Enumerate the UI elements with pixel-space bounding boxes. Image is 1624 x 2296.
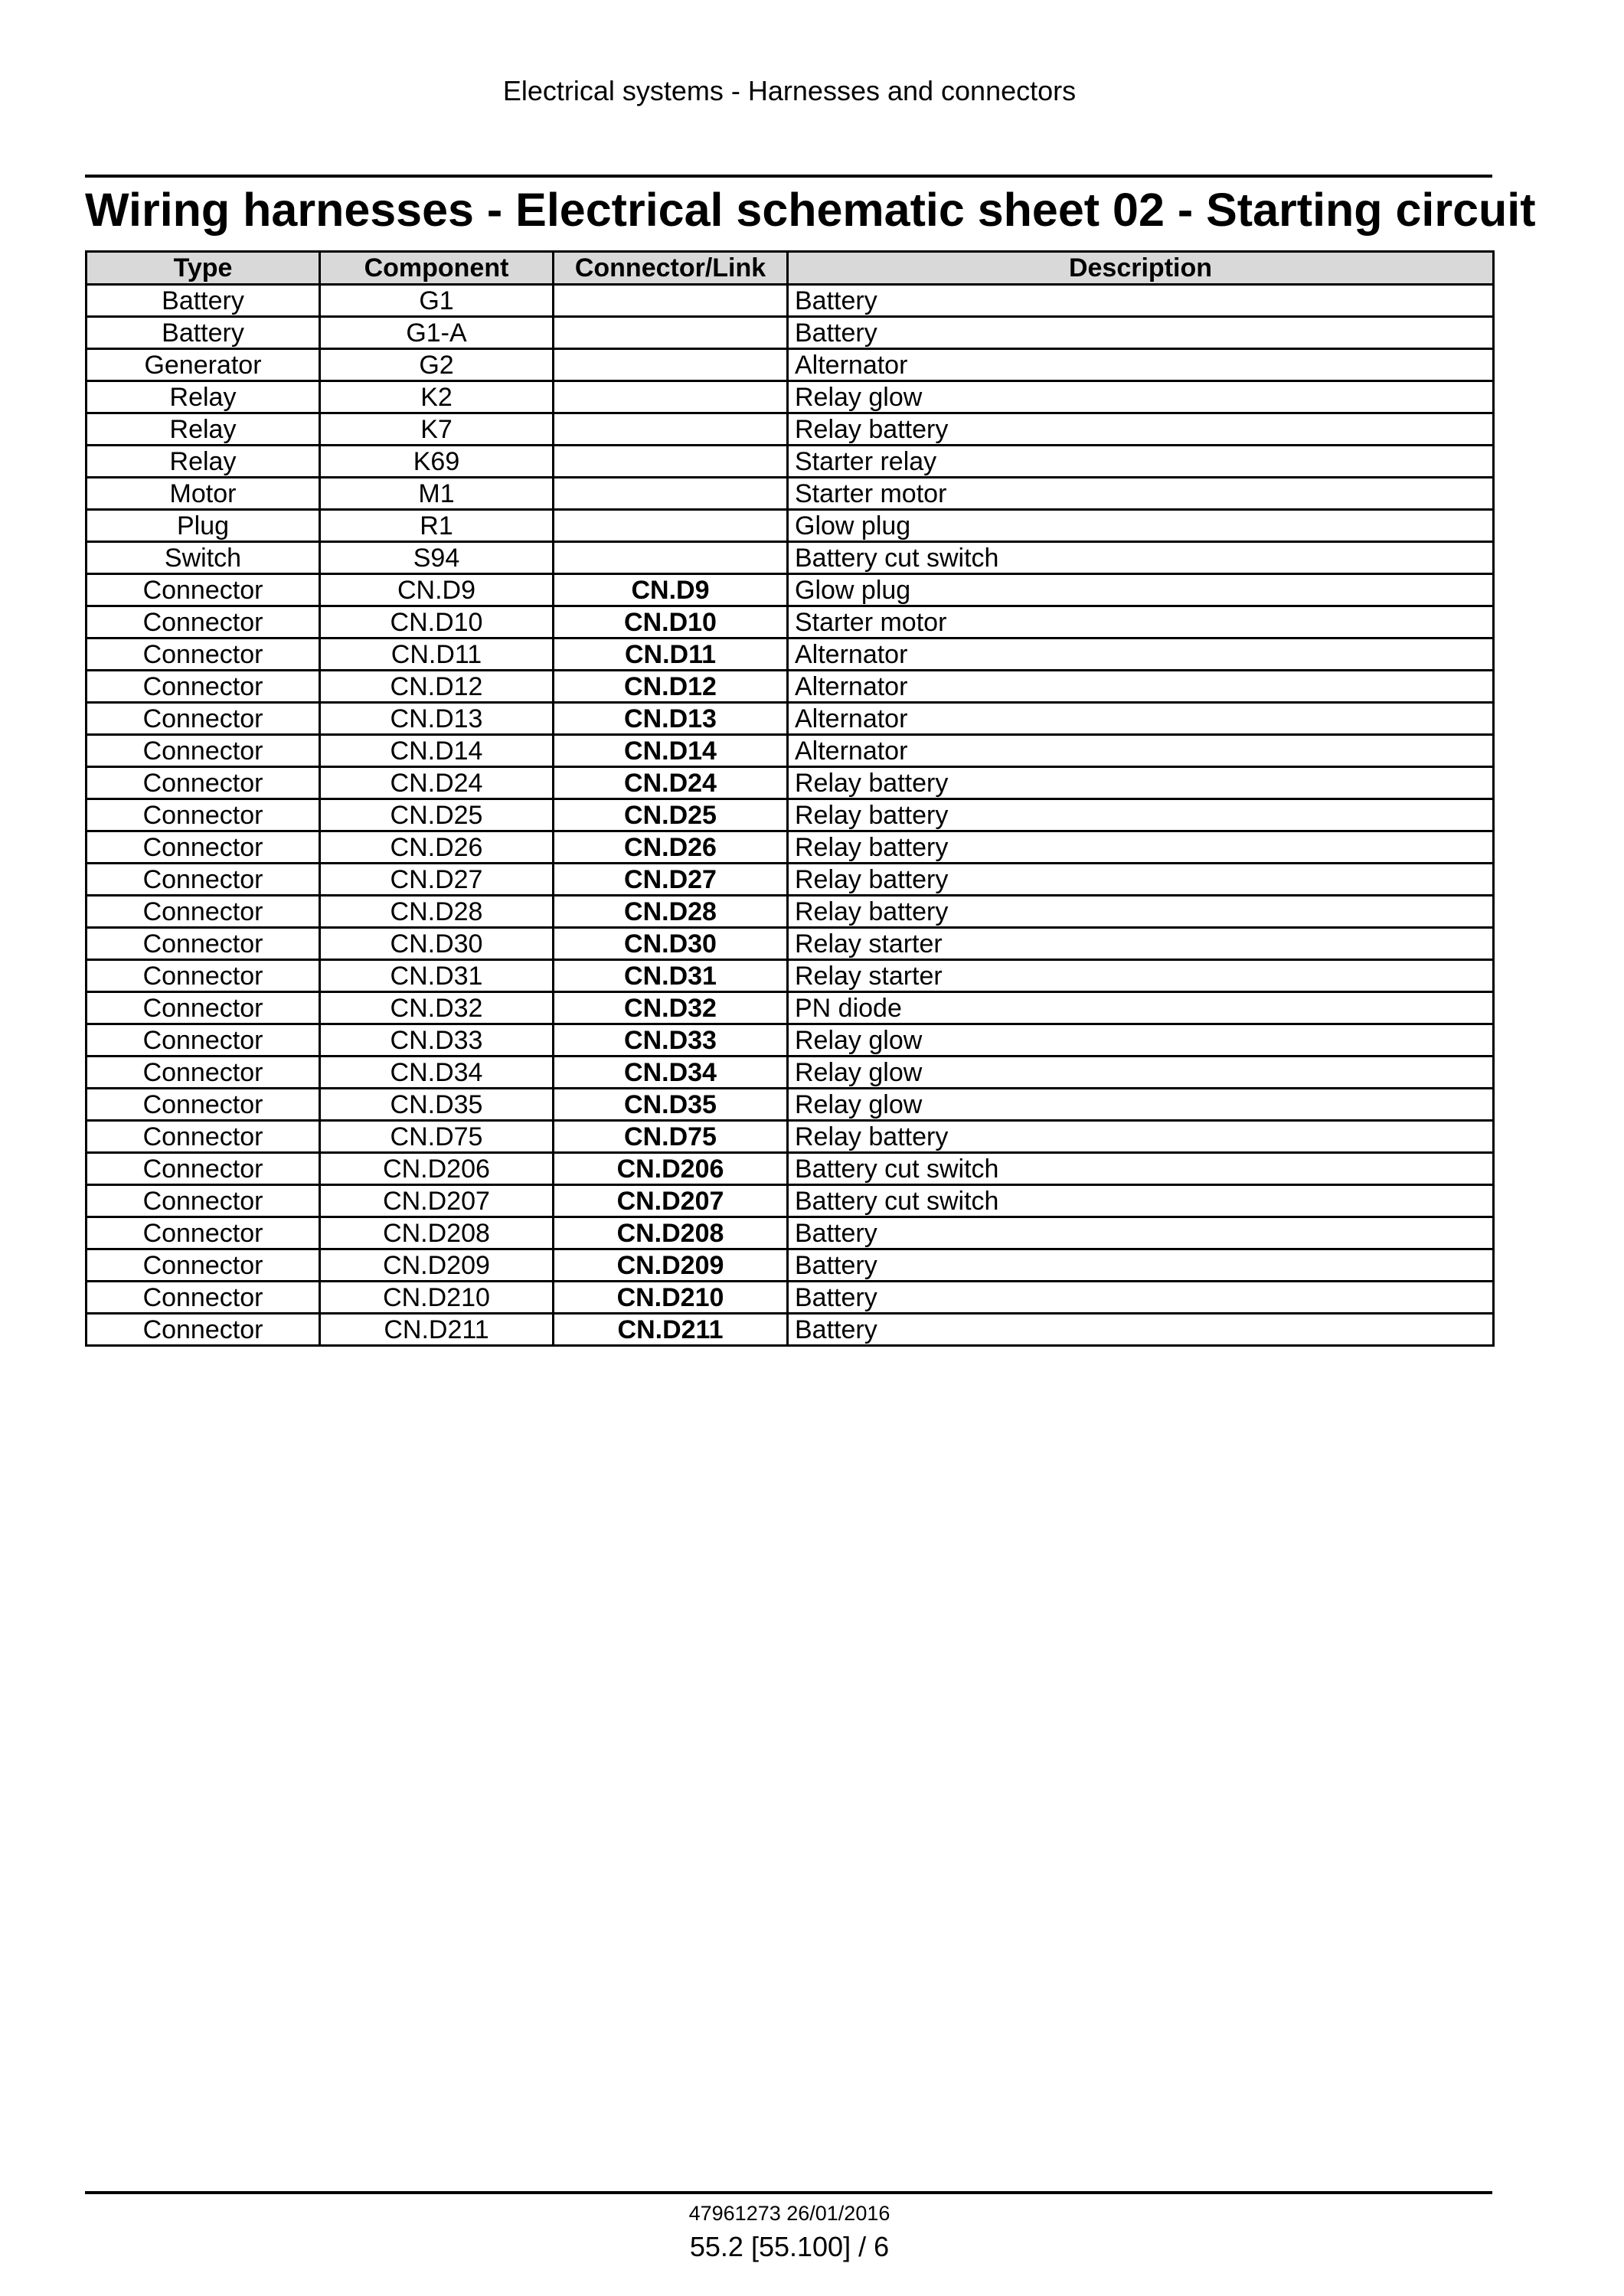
cell-description: Relay battery bbox=[788, 1121, 1494, 1153]
cell-description: Battery bbox=[788, 1282, 1494, 1314]
cell-type: Battery bbox=[87, 285, 320, 317]
cell-connector-link bbox=[554, 542, 788, 574]
cell-connector-link: CN.D206 bbox=[554, 1153, 788, 1185]
cell-type: Battery bbox=[87, 317, 320, 349]
cell-description: Battery cut switch bbox=[788, 1185, 1494, 1217]
table-row bbox=[87, 381, 1494, 413]
cell-type: Connector bbox=[87, 1249, 320, 1282]
cell-component: S94 bbox=[320, 542, 554, 574]
cell-type: Connector bbox=[87, 864, 320, 896]
cell-description: Battery bbox=[788, 285, 1494, 317]
cell-connector-link: CN.D25 bbox=[554, 799, 788, 831]
cell-connector-link bbox=[554, 413, 788, 446]
column-header-description: Description bbox=[788, 252, 1494, 285]
table-row bbox=[87, 1217, 1494, 1249]
footer-rule bbox=[85, 2191, 1492, 2194]
cell-type: Relay bbox=[87, 446, 320, 478]
cell-description: Relay starter bbox=[788, 928, 1494, 960]
cell-type: Relay bbox=[87, 413, 320, 446]
cell-connector-link bbox=[554, 349, 788, 381]
cell-connector-link: CN.D27 bbox=[554, 864, 788, 896]
cell-description: Battery bbox=[788, 1217, 1494, 1249]
table-row bbox=[87, 1314, 1494, 1346]
cell-type: Connector bbox=[87, 767, 320, 799]
cell-description: Alternator bbox=[788, 639, 1494, 671]
cell-connector-link: CN.D30 bbox=[554, 928, 788, 960]
cell-type: Connector bbox=[87, 671, 320, 703]
table-row bbox=[87, 446, 1494, 478]
table-row bbox=[87, 864, 1494, 896]
cell-component: CN.D14 bbox=[320, 735, 554, 767]
cell-description: Relay battery bbox=[788, 864, 1494, 896]
cell-type: Connector bbox=[87, 1282, 320, 1314]
cell-component: CN.D209 bbox=[320, 1249, 554, 1282]
cell-type: Connector bbox=[87, 1057, 320, 1089]
cell-component: CN.D25 bbox=[320, 799, 554, 831]
cell-description: Alternator bbox=[788, 735, 1494, 767]
page-number: 55.2 [55.100] / 6 bbox=[689, 2231, 890, 2262]
cell-description: Starter relay bbox=[788, 446, 1494, 478]
table-row bbox=[87, 510, 1494, 542]
cell-type: Connector bbox=[87, 1314, 320, 1346]
cell-component: G1 bbox=[320, 285, 554, 317]
table-row bbox=[87, 317, 1494, 349]
cell-type: Connector bbox=[87, 574, 320, 606]
cell-type: Connector bbox=[87, 992, 320, 1024]
cell-component: CN.D208 bbox=[320, 1217, 554, 1249]
cell-connector-link: CN.D75 bbox=[554, 1121, 788, 1153]
table-row bbox=[87, 1249, 1494, 1282]
table-row bbox=[87, 1153, 1494, 1185]
cell-description: Relay battery bbox=[788, 831, 1494, 864]
cell-connector-link: CN.D24 bbox=[554, 767, 788, 799]
cell-connector-link: CN.D35 bbox=[554, 1089, 788, 1121]
table-row bbox=[87, 799, 1494, 831]
cell-connector-link: CN.D14 bbox=[554, 735, 788, 767]
cell-component: CN.D206 bbox=[320, 1153, 554, 1185]
table-row bbox=[87, 413, 1494, 446]
cell-component: K7 bbox=[320, 413, 554, 446]
table-row bbox=[87, 1089, 1494, 1121]
cell-description: Glow plug bbox=[788, 574, 1494, 606]
cell-component: CN.D207 bbox=[320, 1185, 554, 1217]
cell-component: M1 bbox=[320, 478, 554, 510]
cell-connector-link: CN.D11 bbox=[554, 639, 788, 671]
cell-connector-link: CN.D32 bbox=[554, 992, 788, 1024]
table-header-row bbox=[87, 252, 1494, 285]
cell-connector-link bbox=[554, 478, 788, 510]
table-row bbox=[87, 478, 1494, 510]
column-header-component: Component bbox=[320, 252, 554, 285]
cell-connector-link: CN.D211 bbox=[554, 1314, 788, 1346]
table-row bbox=[87, 542, 1494, 574]
cell-component: CN.D32 bbox=[320, 992, 554, 1024]
cell-component: CN.D75 bbox=[320, 1121, 554, 1153]
cell-description: Relay battery bbox=[788, 799, 1494, 831]
cell-connector-link bbox=[554, 317, 788, 349]
table-row bbox=[87, 1024, 1494, 1057]
cell-component: CN.D26 bbox=[320, 831, 554, 864]
cell-component: K69 bbox=[320, 446, 554, 478]
cell-description: Alternator bbox=[788, 671, 1494, 703]
cell-description: Relay battery bbox=[788, 413, 1494, 446]
running-head: Electrical systems - Harnesses and connectors bbox=[502, 75, 1077, 106]
cell-connector-link: CN.D10 bbox=[554, 606, 788, 639]
table-row bbox=[87, 606, 1494, 639]
cell-description: Relay battery bbox=[788, 767, 1494, 799]
cell-connector-link: CN.D28 bbox=[554, 896, 788, 928]
table-row bbox=[87, 285, 1494, 317]
cell-component: G1-A bbox=[320, 317, 554, 349]
cell-description: Alternator bbox=[788, 349, 1494, 381]
cell-component: CN.D13 bbox=[320, 703, 554, 735]
cell-description: Relay glow bbox=[788, 1057, 1494, 1089]
cell-connector-link: CN.D210 bbox=[554, 1282, 788, 1314]
cell-component: CN.D10 bbox=[320, 606, 554, 639]
table-body bbox=[87, 285, 1494, 1346]
cell-component: CN.D11 bbox=[320, 639, 554, 671]
table-row bbox=[87, 1121, 1494, 1153]
cell-component: CN.D30 bbox=[320, 928, 554, 960]
cell-description: Starter motor bbox=[788, 606, 1494, 639]
table-row bbox=[87, 735, 1494, 767]
table-row bbox=[87, 574, 1494, 606]
cell-description: Battery bbox=[788, 1314, 1494, 1346]
cell-connector-link: CN.D209 bbox=[554, 1249, 788, 1282]
table-row bbox=[87, 349, 1494, 381]
cell-connector-link bbox=[554, 381, 788, 413]
cell-type: Plug bbox=[87, 510, 320, 542]
cell-connector-link: CN.D31 bbox=[554, 960, 788, 992]
page-title: Wiring harnesses - Electrical schematic sheet 02 - Starting circuit bbox=[85, 184, 1536, 236]
cell-component: K2 bbox=[320, 381, 554, 413]
cell-connector-link bbox=[554, 446, 788, 478]
cell-type: Generator bbox=[87, 349, 320, 381]
cell-type: Motor bbox=[87, 478, 320, 510]
cell-description: PN diode bbox=[788, 992, 1494, 1024]
cell-description: Alternator bbox=[788, 703, 1494, 735]
cell-component: CN.D31 bbox=[320, 960, 554, 992]
cell-connector-link bbox=[554, 510, 788, 542]
table-row bbox=[87, 1185, 1494, 1217]
cell-description: Relay glow bbox=[788, 1024, 1494, 1057]
cell-description: Battery cut switch bbox=[788, 542, 1494, 574]
cell-component: CN.D211 bbox=[320, 1314, 554, 1346]
cell-type: Connector bbox=[87, 1217, 320, 1249]
cell-component: R1 bbox=[320, 510, 554, 542]
cell-connector-link bbox=[554, 285, 788, 317]
cell-connector-link: CN.D34 bbox=[554, 1057, 788, 1089]
column-header-type: Type bbox=[87, 252, 320, 285]
table-row bbox=[87, 831, 1494, 864]
cell-type: Connector bbox=[87, 606, 320, 639]
cell-description: Relay battery bbox=[788, 896, 1494, 928]
cell-component: CN.D35 bbox=[320, 1089, 554, 1121]
cell-component: CN.D9 bbox=[320, 574, 554, 606]
cell-type: Connector bbox=[87, 960, 320, 992]
cell-type: Connector bbox=[87, 1121, 320, 1153]
cell-type: Connector bbox=[87, 639, 320, 671]
cell-connector-link: CN.D9 bbox=[554, 574, 788, 606]
cell-type: Connector bbox=[87, 896, 320, 928]
cell-description: Relay starter bbox=[788, 960, 1494, 992]
cell-component: CN.D24 bbox=[320, 767, 554, 799]
cell-description: Relay glow bbox=[788, 1089, 1494, 1121]
table-row bbox=[87, 1057, 1494, 1089]
component-table bbox=[85, 250, 1495, 1347]
cell-type: Connector bbox=[87, 799, 320, 831]
cell-description: Relay glow bbox=[788, 381, 1494, 413]
cell-description: Battery bbox=[788, 317, 1494, 349]
cell-connector-link: CN.D33 bbox=[554, 1024, 788, 1057]
cell-description: Battery cut switch bbox=[788, 1153, 1494, 1185]
cell-type: Switch bbox=[87, 542, 320, 574]
cell-component: CN.D28 bbox=[320, 896, 554, 928]
cell-type: Connector bbox=[87, 1153, 320, 1185]
cell-type: Connector bbox=[87, 1024, 320, 1057]
cell-component: CN.D27 bbox=[320, 864, 554, 896]
cell-connector-link: CN.D207 bbox=[554, 1185, 788, 1217]
table-row bbox=[87, 960, 1494, 992]
table-row bbox=[87, 671, 1494, 703]
cell-type: Connector bbox=[87, 1089, 320, 1121]
cell-type: Connector bbox=[87, 703, 320, 735]
table-row bbox=[87, 639, 1494, 671]
table-row bbox=[87, 1282, 1494, 1314]
cell-type: Connector bbox=[87, 831, 320, 864]
cell-component: CN.D210 bbox=[320, 1282, 554, 1314]
cell-connector-link: CN.D13 bbox=[554, 703, 788, 735]
cell-type: Connector bbox=[87, 1185, 320, 1217]
cell-connector-link: CN.D26 bbox=[554, 831, 788, 864]
cell-component: CN.D34 bbox=[320, 1057, 554, 1089]
cell-type: Connector bbox=[87, 735, 320, 767]
cell-description: Glow plug bbox=[788, 510, 1494, 542]
table-row bbox=[87, 703, 1494, 735]
cell-component: CN.D12 bbox=[320, 671, 554, 703]
table-row bbox=[87, 992, 1494, 1024]
cell-description: Battery bbox=[788, 1249, 1494, 1282]
table-row bbox=[87, 767, 1494, 799]
table-row bbox=[87, 928, 1494, 960]
cell-connector-link: CN.D208 bbox=[554, 1217, 788, 1249]
document-code: 47961273 26/01/2016 bbox=[688, 2202, 890, 2225]
cell-type: Relay bbox=[87, 381, 320, 413]
cell-connector-link: CN.D12 bbox=[554, 671, 788, 703]
table-row bbox=[87, 896, 1494, 928]
cell-description: Starter motor bbox=[788, 478, 1494, 510]
cell-component: G2 bbox=[320, 349, 554, 381]
cell-type: Connector bbox=[87, 928, 320, 960]
column-header-connector-link: Connector/Link bbox=[554, 252, 788, 285]
cell-component: CN.D33 bbox=[320, 1024, 554, 1057]
